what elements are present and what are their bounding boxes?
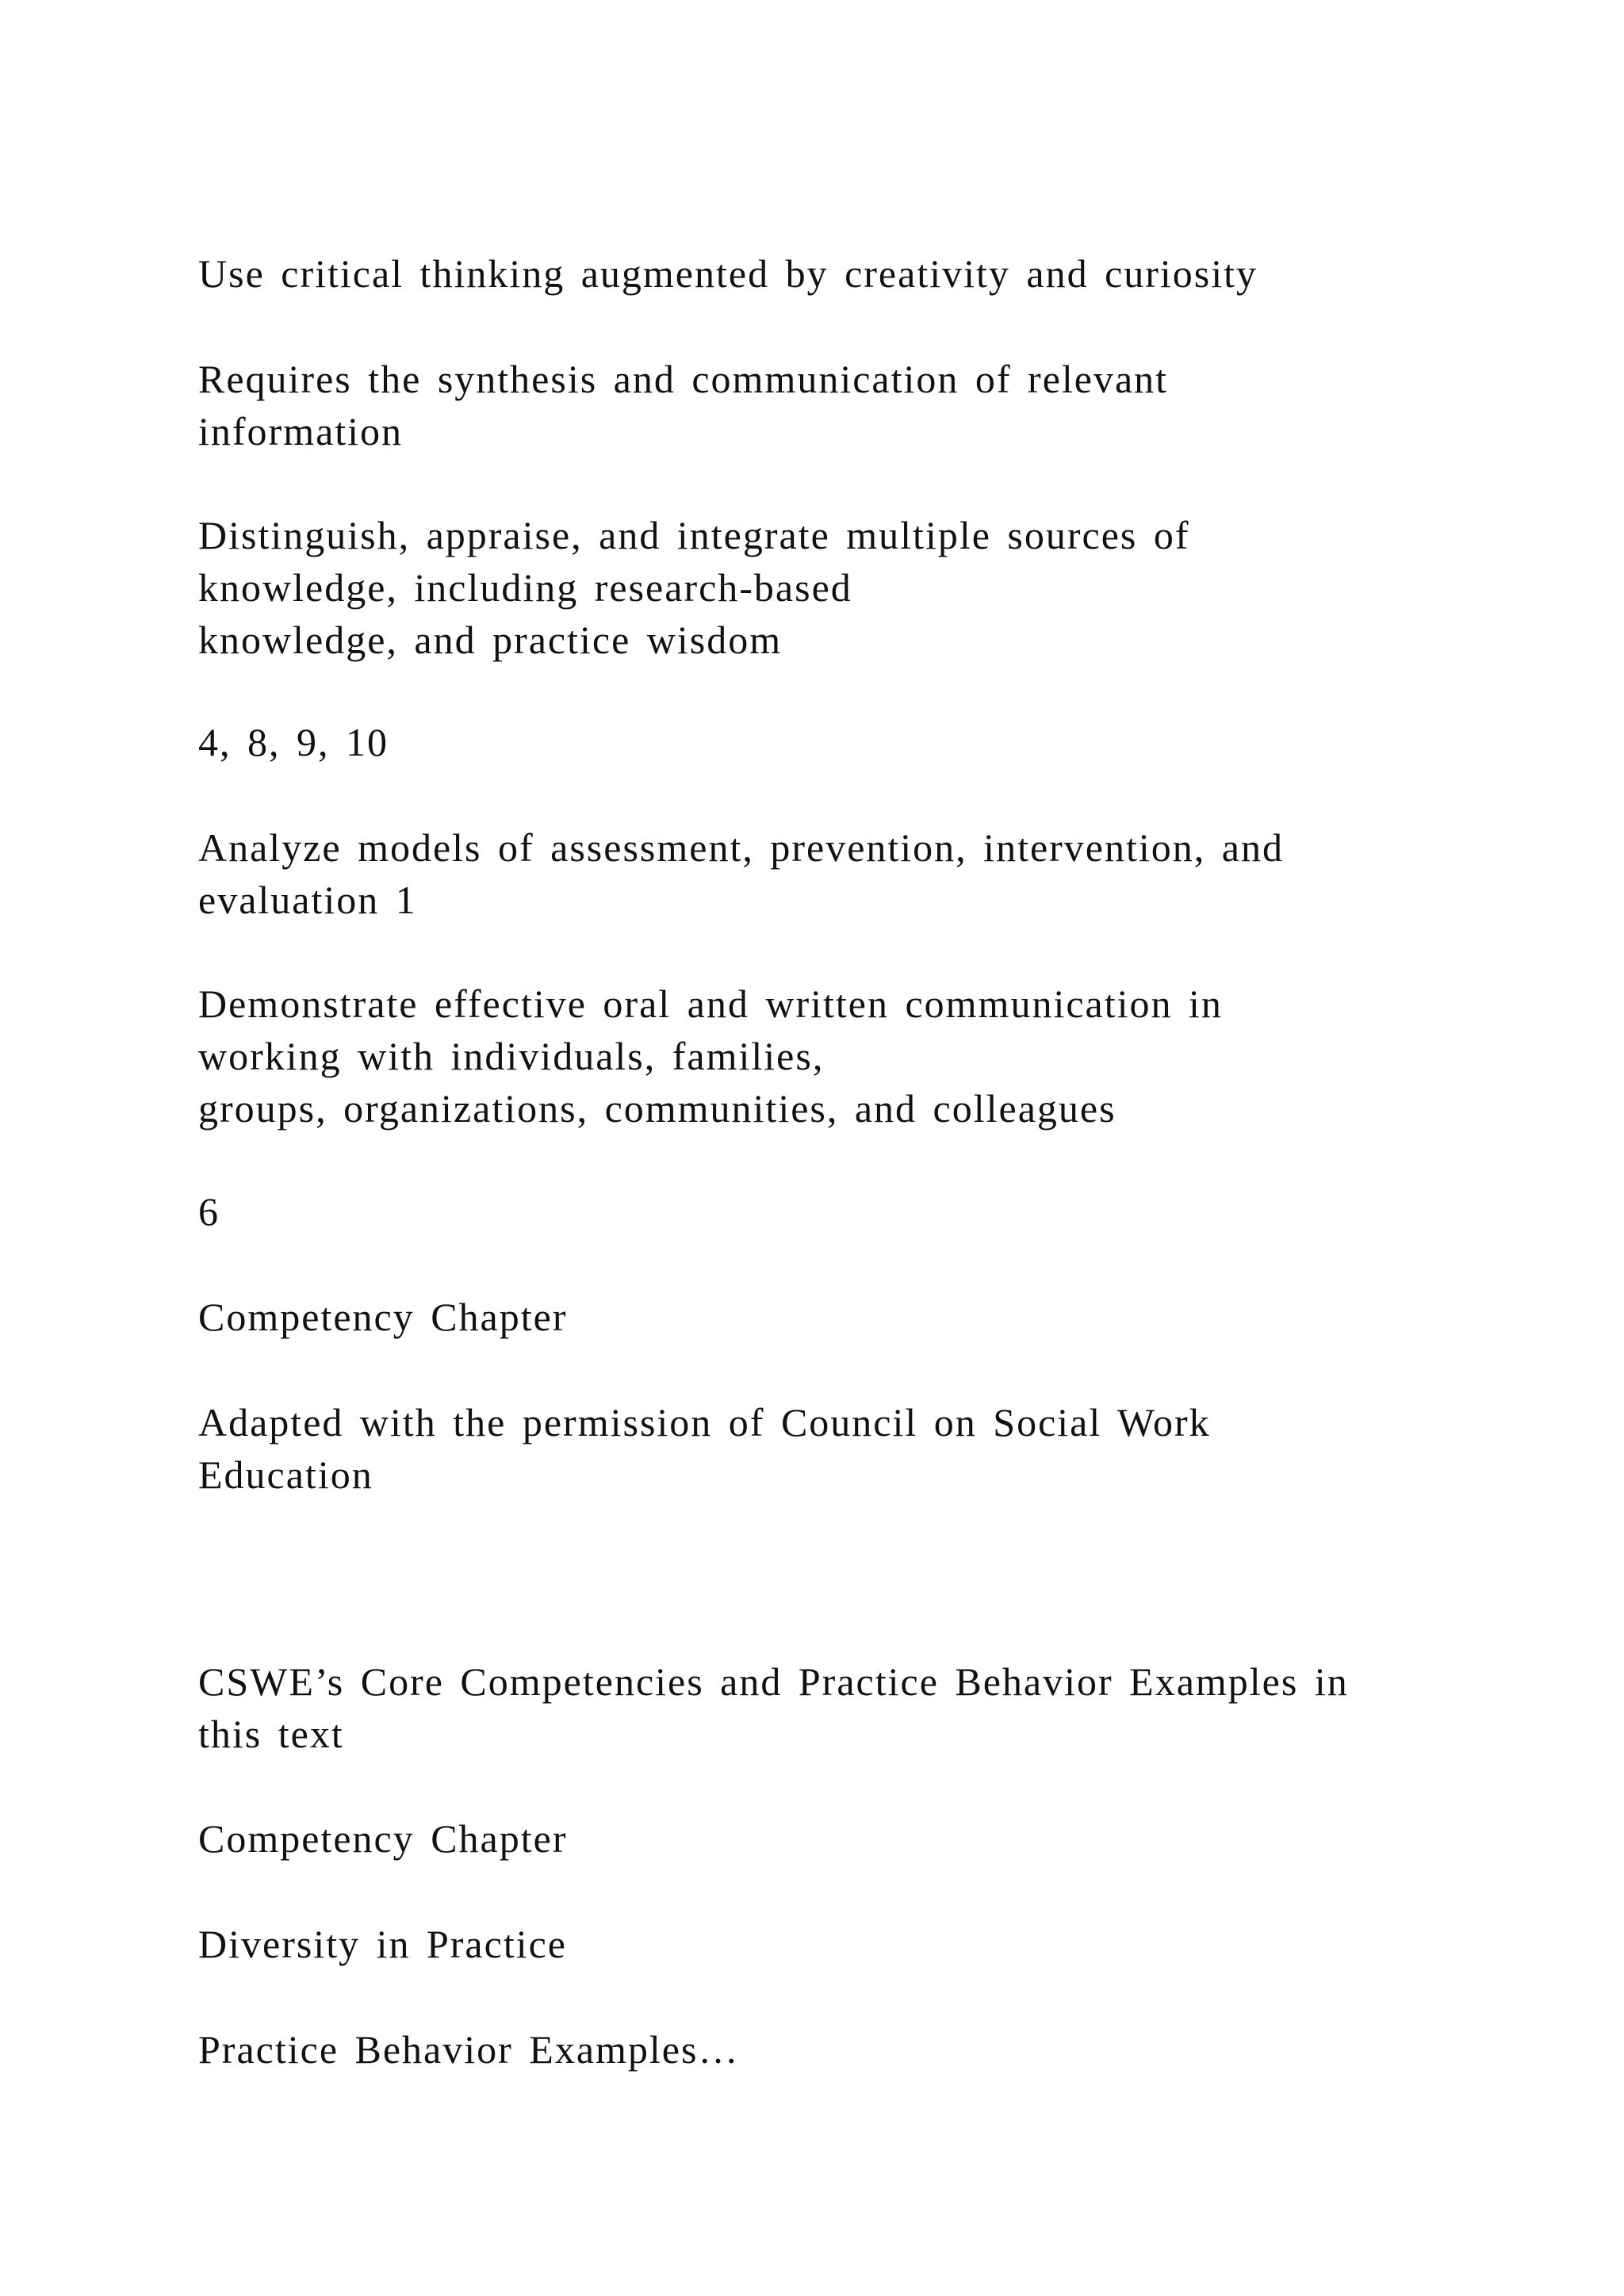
text-line: Practice Behavior Examples… xyxy=(198,2027,740,2072)
text-line: this text xyxy=(198,1712,344,1756)
text-line: Distinguish, appraise, and integrate multiple sources of xyxy=(198,513,1190,557)
text-line: Analyze models of assessment, prevention, intervention, and xyxy=(198,825,1284,870)
text-line: knowledge, including research-based xyxy=(198,565,852,610)
text-line: information xyxy=(198,409,404,453)
paragraph-analyze-models xyxy=(198,821,1546,926)
paragraph-attribution xyxy=(198,1396,1546,1501)
paragraph-synthesis xyxy=(198,353,1546,457)
heading-core-competencies xyxy=(198,1655,1546,1760)
paragraph-communication xyxy=(198,978,1546,1135)
text-line: 4, 8, 9, 10 xyxy=(198,720,389,764)
text-line: CSWE’s Core Competencies and Practice Behavior Examples in xyxy=(198,1659,1349,1704)
text-line: working with individuals, families, xyxy=(198,1034,825,1078)
heading-competency-chapter-2 xyxy=(198,1812,1546,1865)
text-line: Demonstrate effective oral and written communication in xyxy=(198,982,1223,1026)
paragraph-chapter-number xyxy=(198,1185,1546,1238)
paragraph-chapters-list xyxy=(198,716,1546,768)
text-line: knowledge, and practice wisdom xyxy=(198,618,783,662)
text-line: Use critical thinking augmented by creativity and curiosity xyxy=(198,251,1258,296)
text-line: groups, organizations, communities, and colleagues xyxy=(198,1086,1116,1131)
text-line: Adapted with the permission of Council on Social Work xyxy=(198,1400,1211,1445)
heading-practice-behavior-examples xyxy=(198,2023,1546,2076)
text-line: Requires the synthesis and communication of relevant xyxy=(198,357,1169,401)
heading-competency-chapter xyxy=(198,1291,1546,1343)
text-line: evaluation 1 xyxy=(198,878,417,922)
text-line: Competency Chapter xyxy=(198,1295,568,1339)
text-line: Diversity in Practice xyxy=(198,1922,567,1966)
heading-diversity-in-practice xyxy=(198,1918,1546,1970)
text-line: Competency Chapter xyxy=(198,1816,568,1861)
text-line: Education xyxy=(198,1452,373,1497)
paragraph-critical-thinking xyxy=(198,247,1546,300)
paragraph-distinguish xyxy=(198,509,1546,666)
text-line: 6 xyxy=(198,1189,220,1234)
